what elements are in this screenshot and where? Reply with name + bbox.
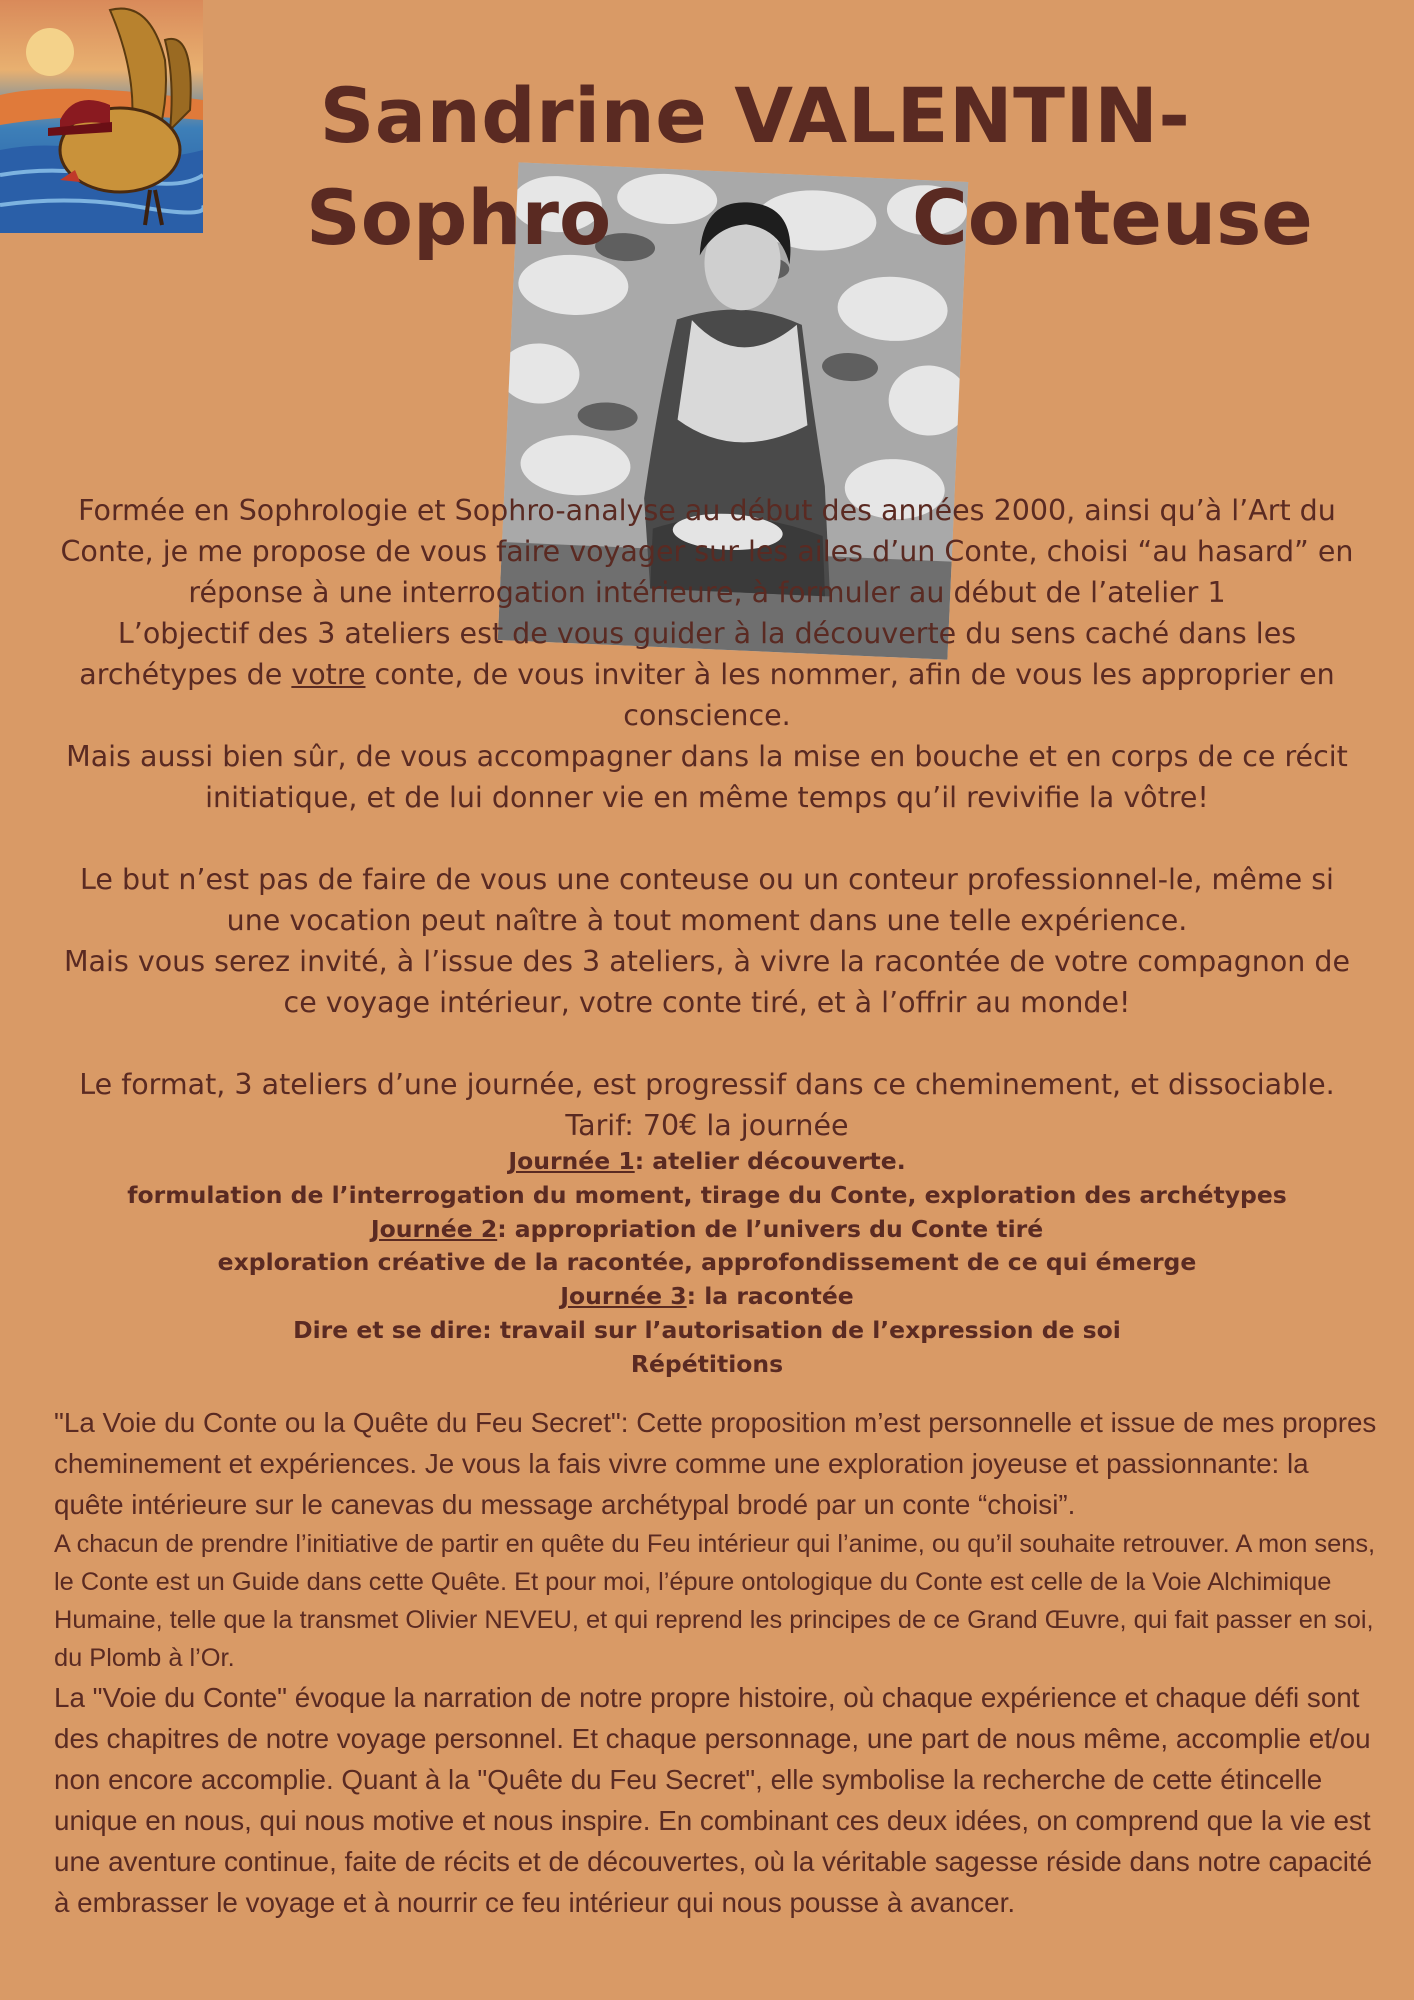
day3-heading: Journée 3: la racontée	[560, 1282, 854, 1311]
voie-paragraph-1: "La Voie du Conte ou la Quête du Feu Secret": Cette proposition m’est personnelle et issue de mes propres cheminement et expériences. Je vous la fais vivre comme une exploration joyeuse et passionnante: la quête intérieure sur le canevas du message archétypal brodé par un conte “choisi”.	[54, 1407, 1377, 1520]
format-text: Le format, 3 ateliers d’une journée, est progressif dans ce cheminement, et dissociable.	[79, 1068, 1335, 1101]
day1-description: formulation de l’interrogation du moment, tirage du Conte, exploration des archétypes	[127, 1180, 1287, 1209]
intro-paragraph-5: Mais vous serez invité, à l’issue des 3 ateliers, à vivre la racontée de votre compagnon de ce voyage intérieur, votre conte tiré, et à l’offrir au monde!	[63, 945, 1351, 1019]
page-title: Sandrine VALENTIN-	[319, 71, 1191, 160]
day3-extra: Répétitions	[630, 1349, 784, 1378]
price-text: Tarif: 70€ la journée	[565, 1109, 849, 1142]
bird-painting-icon	[0, 0, 203, 233]
intro-paragraph-1: Formée en Sophrologie et Sophro-analyse au début des années 2000, ainsi qu’à l’Art du Conte, je me propose de vous faire voyager sur les ailes d’un Conte, choisi “au hasard” en réponse à une interrogation intérieure, à formuler au début de l’atelier 1	[60, 494, 1354, 609]
day2-heading: Journée 2: appropriation de l’univers du Conte tiré	[370, 1214, 1044, 1243]
voie-section	[54, 1402, 1384, 1923]
intro-paragraph-4: Le but n’est pas de faire de vous une conteuse ou un conteur professionnel-le, même si une vocation peut naître à tout moment dans une telle expérience.	[80, 863, 1334, 937]
subtitle-conteuse: Conteuse	[912, 173, 1313, 262]
voie-paragraph-2: A chacun de prendre l’initiative de partir en quête du Feu intérieur qui l’anime, ou qu’il souhaite retrouver. A mon sens, le Conte est un Guide dans cette Quête. Et pour moi, l’épure ontologique du Conte est celle de la Voie Alchimique Humaine, telle que la transmet Olivier NEVEU, et qui reprend les principes de ce Grand Œuvre, qui fait passer en soi, du Plomb à l’Or.	[54, 1530, 1376, 1672]
day2-description: exploration créative de la racontée, approfondissement de ce qui émerge	[217, 1248, 1197, 1277]
program-section	[60, 1145, 1354, 1382]
subtitle-sophro: Sophro	[306, 173, 612, 262]
day1-heading: Journée 1: atelier découverte.	[508, 1147, 906, 1175]
underlined-votre: votre	[291, 658, 366, 691]
intro-paragraph-3: Mais aussi bien sûr, de vous accompagner dans la mise en bouche et en corps de ce récit initiatique, et de lui donner vie en même temps qu’il revivifie la vôtre!	[66, 740, 1348, 814]
intro-section	[60, 490, 1354, 1146]
intro-paragraph-2: L’objectif des 3 ateliers est de vous guider à la découverte du sens caché dans les archétypes de votre conte, de vous inviter à les nommer, afin de vous les approprier en conscience.	[79, 617, 1335, 732]
voie-paragraph-3: La "Voie du Conte" évoque la narration de notre propre histoire, où chaque expérience et chaque défi sont des chapitres de notre voyage personnel. Et chaque personnage, une part de nous même, accomplie et/ou non encore accomplie. Quant à la "Quête du Feu Secret", elle symbolise la recherche de cette étincelle unique en nous, qui nous motive et nous inspire. En combinant ces deux idées, on comprend que la vie est une aventure continue, faite de récits et de découvertes, où la véritable sagesse réside dans notre capacité à embrasser le voyage et à nourrir ce feu intérieur qui nous pousse à avancer.	[54, 1682, 1373, 1918]
day3-description: Dire et se dire: travail sur l’autorisation de l’expression de soi	[293, 1315, 1121, 1344]
